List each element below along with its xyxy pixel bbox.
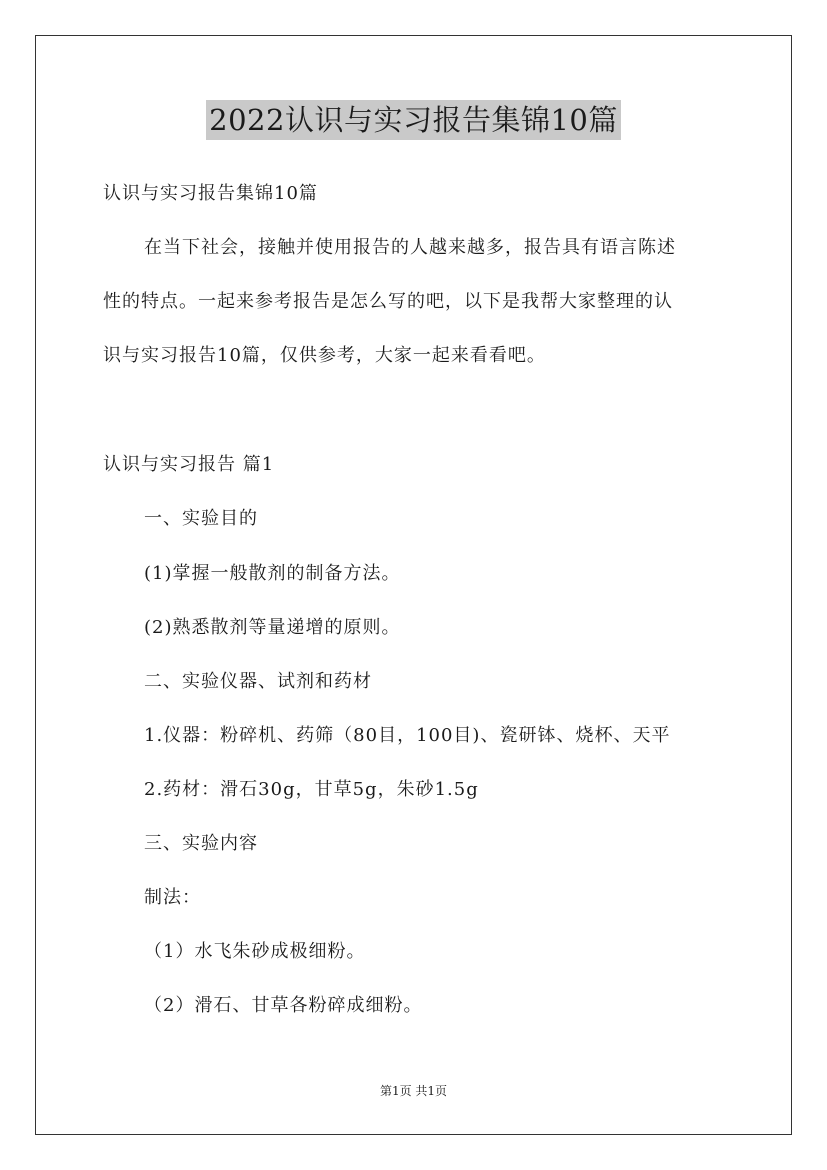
subtitle: 认识与实习报告集锦10篇 [103,183,318,204]
list-item: 1.仪器：粉碎机、药筛（80目，100目)、瓷研钵、烧杯、天平 [144,725,671,746]
list-item: 二、实验仪器、试剂和药材 [144,671,372,692]
title-container [0,100,827,140]
intro-line-1: 在当下社会，接触并使用报告的人越来越多，报告具有语言陈述 [144,237,676,258]
list-item: (1)掌握一般散剂的制备方法。 [144,563,401,584]
intro-line-3: 识与实习报告10篇，仅供参考，大家一起来看看吧。 [103,345,546,366]
list-item: (2)熟悉散剂等量递增的原则。 [144,617,401,638]
list-item: （1）水飞朱砂成极细粉。 [144,941,366,962]
page-footer: 第1页 共1页 [379,1084,448,1098]
document-title: 2022认识与实习报告集锦10篇 [206,100,621,140]
section-heading: 认识与实习报告 篇1 [103,454,275,475]
list-item: 三、实验内容 [144,833,258,854]
list-item: （2）滑石、甘草各粉碎成细粉。 [144,995,423,1016]
intro-line-2: 性的特点。一起来参考报告是怎么写的吧，以下是我帮大家整理的认 [103,291,673,312]
list-item: 一、实验目的 [144,508,258,529]
list-item: 2.药材：滑石30g，甘草5g，朱砂1.5g [144,779,479,800]
list-item: 制法： [144,887,201,908]
